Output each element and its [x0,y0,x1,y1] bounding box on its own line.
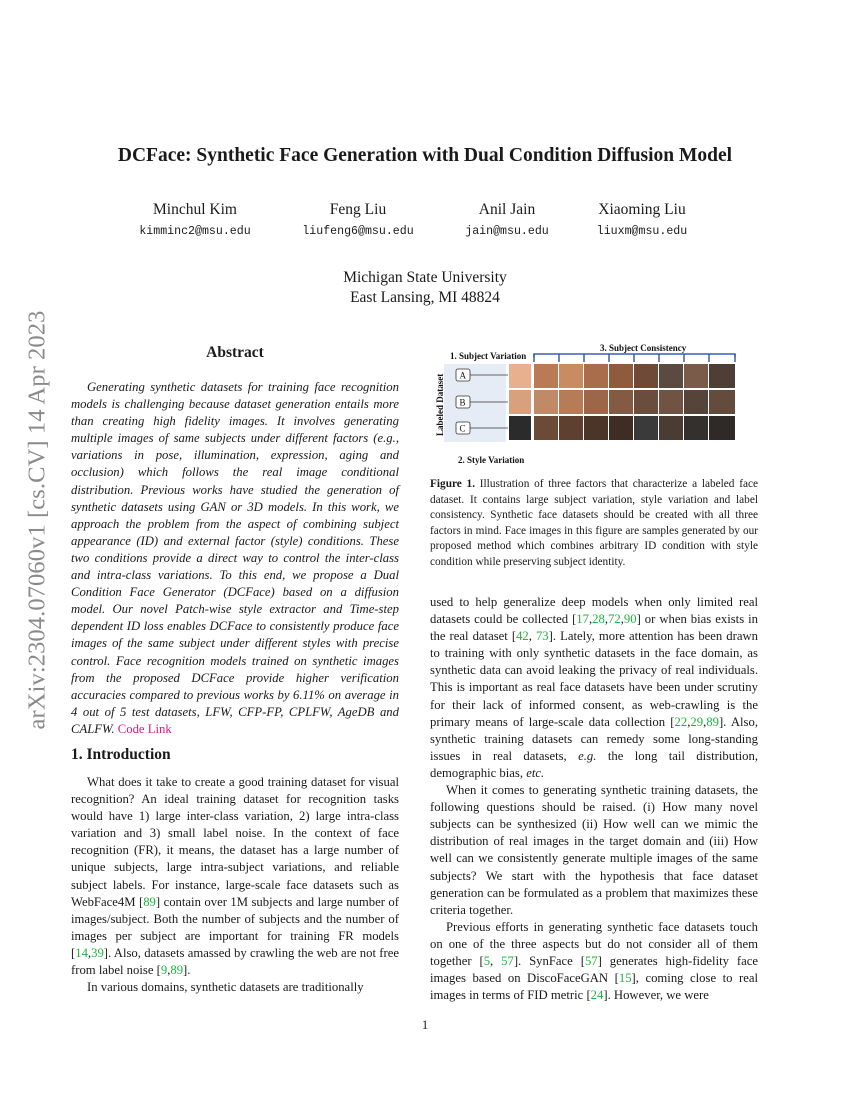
author-email[interactable]: kimminc2@msu.edu [139,225,251,238]
author-name: Minchul Kim [153,201,237,218]
figure-1 [430,340,758,470]
author-email[interactable]: jain@msu.edu [465,225,549,238]
abstract-body: Generating synthetic datasets for training face recognition models is challenging because dataset generation entails more than creating high fidelity images. It involves generating multiple images of same subjects under different factors (e.g., variations in pose, illumination, expression, aging and occlusion) which follows the real image conditional distribution. Previous works have studied the generation of synthetic datasets using GAN or 3D models. In this work, we approach the problem from the aspect of combining subject appearance (ID) and external factor (style) conditions. These two conditions provide a direct way to control the inter-class and intra-class variations. To this end, we propose a Dual Condition Face Generator (DCFace) based on a diffusion model. Our novel Patch-wise style extractor and Time-step dependent ID loss enables DCFace to consistently produce face images of the same subject under different styles with precise control. Face recognition models trained on synthetic images from the proposed DCFace provide higher verification accuracies compared to previous works by 6.11% on average in 4 out of 5 test datasets, LFW, CFP-FP, CPLFW, AgeDB and CALFW. [71,380,399,736]
labeled-dataset-label: Labeled Dataset [435,373,445,436]
right-column-text [430,594,758,1004]
citation-link[interactable]: 90 [623,612,637,627]
face-image [534,416,558,440]
face-row-a [534,364,735,388]
citation-link[interactable]: 14 [75,945,88,960]
face-image [684,390,708,414]
abstract-heading: Abstract [206,344,264,361]
caption-text: Illustration of three factors that characterize a labeled face dataset. It contains large subject variation, style variation and label consistency. Synthetic face datasets should be created with all three factors in mind. Face images in this figure are samples generated by our proposed method which combines arbitrary ID condition with style condition while preserving subject identity. [430,478,759,568]
id-image-b [509,390,531,414]
face-image [609,390,633,414]
citation-link[interactable]: 89 [170,963,184,978]
author-1 [110,201,280,238]
label-b: B [459,397,466,408]
citation-link[interactable]: 72 [608,612,621,627]
abstract-text [71,379,399,738]
face-image [634,390,658,414]
affiliation-line-1: Michigan State University [343,269,507,286]
face-image [534,364,558,388]
face-image [584,390,608,414]
citation-link[interactable]: 5 [483,953,491,968]
author-name: Anil Jain [478,201,536,218]
labeled-dataset-panel [435,364,508,442]
caption-label: Figure 1. [430,478,476,490]
face-image [584,416,608,440]
paper-title: DCFace: Synthetic Face Generation with Dual Condition Diffusion Model [117,145,733,166]
label-a: A [459,370,466,381]
face-image [684,364,708,388]
id-image-c [509,416,531,440]
face-image [659,390,683,414]
label-c: C [459,423,466,434]
citation-link[interactable]: 24 [590,988,604,1003]
intro-heading: 1. Introduction [71,746,171,763]
arxiv-watermark [14,295,60,745]
right-paragraph-2: When it comes to generating synthetic training datasets, the following questions should be raised. (i) How many novel subjects can be synthesized (ii) How well can we mimic the distribution of real images in the target domain and (iii) How well can we consistently generate multiple images of the same subjects? We start with the hypothesis that face dataset generation can be formulated as a problem that maximizes these criteria together. [430,783,758,917]
face-image [559,390,583,414]
face-image [709,364,735,388]
intro-paragraph-2: In various domains, synthetic datasets are traditionally [87,980,364,995]
citation-link[interactable]: 89 [706,714,719,729]
face-image [709,416,735,440]
figure-caption [430,477,758,571]
face-image [634,416,658,440]
author-4 [557,201,727,238]
face-image [584,364,608,388]
face-image [534,390,558,414]
citation-link[interactable]: 22 [674,714,688,729]
subject-consistency-label: 3. Subject Consistency [600,343,687,353]
face-image [634,364,658,388]
face-row-c [534,416,735,440]
citation-link[interactable]: 29 [690,714,704,729]
author-email[interactable]: liufeng6@msu.edu [302,225,414,238]
citation-link[interactable]: 15 [618,971,632,986]
citation-link[interactable]: 89 [143,894,156,909]
subject-variation-label: 1. Subject Variation [450,351,527,361]
citation-link[interactable]: 73 [535,629,549,644]
arxiv-id: arXiv:2304.07060v1 [cs.CV] 14 Apr 2023 [23,310,50,730]
citation-link[interactable]: 9 [160,963,168,978]
id-images [509,364,531,440]
style-variation-label: 2. Style Variation [458,455,525,465]
face-image [559,364,583,388]
right-paragraph-1: used to help generalize deep models when only limited real datasets could be collected [17,28,72,90] or when bias exists in the real dataset [42, 73]. Lately, more attention has been drawn to training with only synthetic datasets in the face domain, as synthetic data can avoid leaking the privacy of real individuals. This is important as real face datasets have been under scrutiny for their lack of informed consent, as web-crawling is the primary means of large-scale data collection [22,29,89]. Also, synthetic training datasets can remedy some long-standing issues in real datasets, e.g. the long tail distribution, demographic bias, etc. [430,595,759,780]
face-row-b [534,390,735,414]
face-image [659,416,683,440]
page-number: 1 [421,1018,429,1032]
face-image [609,364,633,388]
code-link[interactable]: Code Link [117,721,172,736]
citation-link[interactable]: 42 [516,629,529,644]
face-image [684,416,708,440]
author-name: Xiaoming Liu [598,201,686,218]
dataset-background [444,364,506,442]
affiliation-line-2: East Lansing, MI 48824 [350,289,500,306]
intro-paragraph-1: What does it take to create a good training dataset for visual recognition? An ideal training dataset for recognition tasks would have 1) large inter-class variation, 2) large intra-class variation and 3) small label noise. In the context of face recognition (FR), it means, the dataset has a large number of unique subjects, large intra-subject variations, and reliable subject labels. For instance, large-scale face datasets such as WebFace4M [89] contain over 1M subjects and large number of images/subject. Both the number of subjects and the number of images per subject are important for training FR models [14,39]. Also, datasets amassed by crawling the web are not free from label noise [9,89]. [71,775,399,978]
citation-link[interactable]: 28 [592,612,605,627]
author-name: Feng Liu [329,201,387,218]
generated-face-grid [534,364,735,440]
face-image [659,364,683,388]
affiliation [0,268,850,308]
right-paragraph-3: Previous efforts in generating synthetic face datasets touch on one of the three aspects but do not consider all of them together [5, 57]. SynFace [57] generates high-fidelity face images based on DiscoFaceGAN [15], coming close to real images in terms of FID metric [24]. However, we were [430,919,758,1003]
citation-link[interactable]: 57 [584,953,598,968]
face-image [609,416,633,440]
face-image [559,416,583,440]
consistency-bracket [534,354,735,362]
citation-link[interactable]: 17 [576,612,589,627]
intro-text [71,774,399,996]
author-2 [273,201,443,238]
citation-link[interactable]: 39 [91,945,104,960]
id-image-a [509,364,531,388]
face-image [709,390,735,414]
citation-link[interactable]: 57 [501,953,514,968]
author-email[interactable]: liuxm@msu.edu [596,225,688,238]
